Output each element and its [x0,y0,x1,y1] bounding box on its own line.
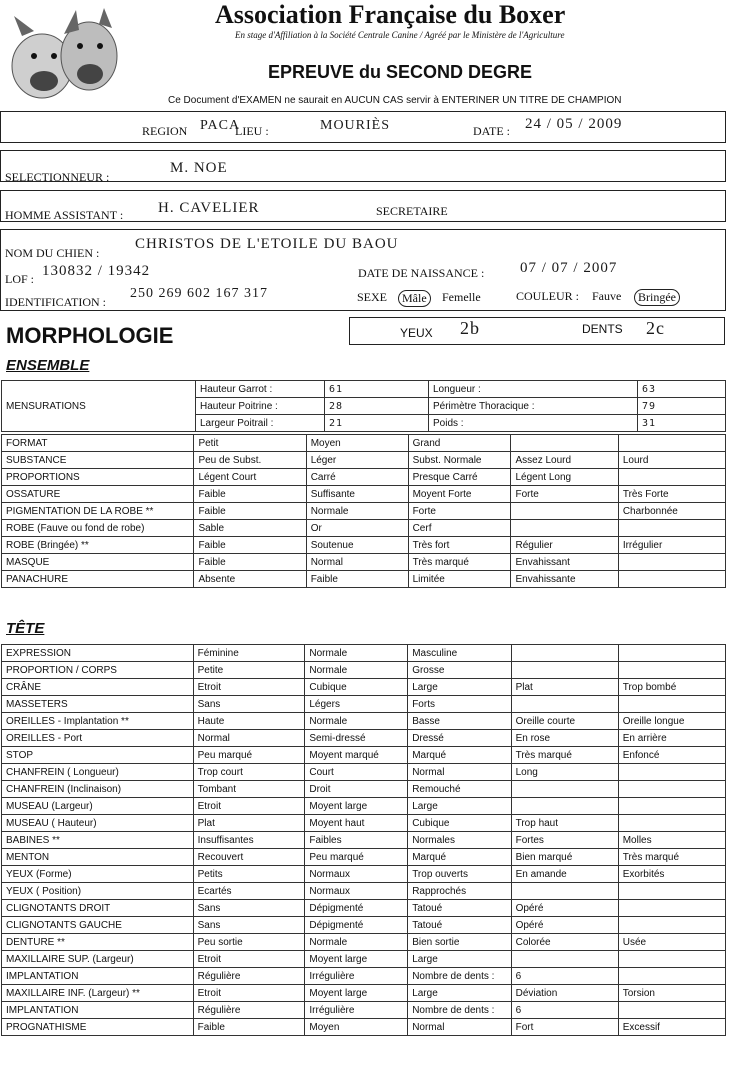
option-cell[interactable] [511,435,618,452]
table-row [2,713,726,730]
largeur-poitrail-label: Largeur Poitrail : [196,415,325,432]
table-row [2,679,726,696]
exam-note: Ce Document d'EXAMEN ne saurait en AUCUN CAS servir à ENTERINER UN TITRE DE CHAMPION [168,95,622,106]
option-cell[interactable]: Haute [193,713,305,730]
option-cell[interactable]: En rose [511,730,618,747]
assistant-label: HOMME ASSISTANT : [5,208,124,222]
option-cell[interactable]: Légent Long [511,469,618,486]
table-row [2,985,726,1002]
option-cell[interactable]: Très Forte [618,486,725,503]
criterion-label: PROGNATHISME [2,1019,194,1036]
tete-title: TÊTE [6,620,45,637]
criterion-label: MAXILLAIRE SUP. (Largeur) [2,951,194,968]
option-cell[interactable]: Marqué [408,747,511,764]
association-title: Association Française du Boxer [215,0,566,29]
option-cell[interactable]: Moyent marqué [305,747,408,764]
option-cell[interactable]: Sans [193,917,305,934]
table-row [2,645,726,662]
option-cell[interactable] [618,951,725,968]
region-value[interactable]: PACA [200,118,241,133]
option-cell[interactable]: Envahissant [511,554,618,571]
criterion-label: YEUX (Forme) [2,866,194,883]
option-cell[interactable]: Légent Court [194,469,306,486]
option-cell[interactable] [618,696,725,713]
option-cell[interactable]: Normale [305,662,408,679]
option-cell[interactable]: Carré [306,469,408,486]
option-cell[interactable]: Basse [408,713,511,730]
option-cell[interactable]: Tatoué [408,900,511,917]
option-cell[interactable] [511,696,618,713]
criterion-label: PROPORTION / CORPS [2,662,194,679]
table-row [2,452,726,469]
sexe-femelle-option[interactable]: Femelle [442,290,481,304]
option-cell[interactable] [511,781,618,798]
option-cell[interactable]: Féminine [193,645,305,662]
option-cell[interactable]: Plat [193,815,305,832]
lieu-label: LIEU : [235,124,269,138]
option-cell[interactable]: Normales [408,832,511,849]
option-cell[interactable]: Or [306,520,408,537]
region-label: REGION [142,124,188,138]
criterion-label: EXPRESSION [2,645,194,662]
option-cell[interactable] [511,503,618,520]
option-cell[interactable]: Charbonnée [618,503,725,520]
table-row [2,554,726,571]
option-cell[interactable]: Insuffisantes [193,832,305,849]
option-cell[interactable]: Exorbités [618,866,725,883]
option-cell[interactable]: Trop ouverts [408,866,511,883]
option-cell[interactable]: Irrégulière [305,968,408,985]
table-row [2,662,726,679]
option-cell[interactable]: Large [408,985,511,1002]
option-cell[interactable]: Nombre de dents : [408,968,511,985]
option-cell[interactable]: Enfoncé [618,747,725,764]
option-cell[interactable]: Faible [194,554,306,571]
option-cell[interactable]: Normal [193,730,305,747]
dents-value[interactable]: 2c [646,318,665,338]
criterion-label: OREILLES - Implantation ** [2,713,194,730]
mensurations-label: MENSURATIONS [2,381,196,432]
boxer-logo-icon [4,6,129,106]
option-cell[interactable] [618,662,725,679]
option-cell[interactable]: Plat [511,679,618,696]
option-cell[interactable] [618,798,725,815]
option-cell[interactable]: Usée [618,934,725,951]
table-row [2,520,726,537]
birthdate-label: DATE DE NAISSANCE : [358,266,485,280]
option-cell[interactable]: Marqué [408,849,511,866]
criterion-label: PIGMENTATION DE LA ROBE ** [2,503,194,520]
option-cell[interactable]: Tatoué [408,917,511,934]
option-cell[interactable]: Très marqué [408,554,511,571]
option-cell[interactable]: Molles [618,832,725,849]
yeux-value[interactable]: 2b [460,318,480,338]
option-cell[interactable]: Moyent large [305,951,408,968]
option-cell[interactable]: Absente [194,571,306,588]
table-row [2,849,726,866]
option-cell[interactable]: Faible [306,571,408,588]
option-cell[interactable]: Faible [193,1019,305,1036]
option-cell[interactable]: Assez Lourd [511,452,618,469]
option-cell[interactable] [511,520,618,537]
option-cell[interactable] [618,1002,725,1019]
option-cell[interactable]: Etroit [193,798,305,815]
option-cell[interactable]: Large [408,679,511,696]
option-cell[interactable]: Normale [305,934,408,951]
option-cell[interactable]: Cubique [408,815,511,832]
option-cell[interactable]: Normal [408,764,511,781]
criterion-label: IMPLANTATION [2,968,194,985]
secretaire-label: SECRETAIRE [376,204,448,218]
option-cell[interactable] [511,798,618,815]
association-subtitle: En stage d'Affiliation à la Société Centrale Canine / Agréé par le Ministère de l'Agriculture [235,30,565,40]
option-cell[interactable] [511,645,618,662]
table-row [2,815,726,832]
option-cell[interactable] [618,968,725,985]
dog-name-value[interactable]: CHRISTOS DE L'ETOILE DU BAOU [135,236,399,252]
option-cell[interactable]: Etroit [193,985,305,1002]
table-row [2,469,726,486]
criterion-label: STOP [2,747,194,764]
table-row [2,866,726,883]
option-cell[interactable] [511,883,618,900]
table-row [2,968,726,985]
option-cell[interactable]: Forts [408,696,511,713]
option-cell[interactable]: Normal [306,554,408,571]
criterion-label: PANACHURE [2,571,194,588]
option-cell[interactable]: 6 [511,968,618,985]
ensemble-table [1,434,726,588]
option-cell[interactable]: Régulière [193,968,305,985]
table-row [2,798,726,815]
option-cell[interactable]: En amande [511,866,618,883]
option-cell[interactable]: Faible [194,537,306,554]
option-cell[interactable]: Moyent Forte [408,486,511,503]
option-cell[interactable]: Grand [408,435,511,452]
longueur-label: Longueur : [429,381,638,398]
option-cell[interactable]: Rapprochés [408,883,511,900]
option-cell[interactable]: Moyent haut [305,815,408,832]
option-cell[interactable]: Remouché [408,781,511,798]
option-cell[interactable]: Large [408,798,511,815]
option-cell[interactable]: Irrégulière [305,1002,408,1019]
option-cell[interactable]: Normale [306,503,408,520]
criterion-label: MENTON [2,849,194,866]
option-cell[interactable]: Déviation [511,985,618,1002]
hauteur-poitrine-label: Hauteur Poitrine : [196,398,325,415]
option-cell[interactable]: Légers [305,696,408,713]
option-cell[interactable]: Trop court [193,764,305,781]
option-cell[interactable]: Régulière [193,1002,305,1019]
table-row [2,883,726,900]
option-cell[interactable]: Oreille longue [618,713,725,730]
option-cell[interactable]: Faible [194,503,306,520]
table-row [2,435,726,452]
option-cell[interactable]: Semi-dressé [305,730,408,747]
option-cell[interactable]: Petite [193,662,305,679]
option-cell[interactable]: Forte [408,503,511,520]
option-cell[interactable]: Torsion [618,985,725,1002]
criterion-label: MUSEAU ( Hauteur) [2,815,194,832]
birthdate-value[interactable]: 07 / 07 / 2007 [520,260,618,276]
largeur-poitrail-value[interactable]: 21 [325,415,429,432]
option-cell[interactable]: En arrière [618,730,725,747]
couleur-bringee-option[interactable]: Bringée [634,289,680,306]
option-cell[interactable]: Droit [305,781,408,798]
option-cell[interactable]: Très marqué [618,849,725,866]
sexe-male-option[interactable]: Mâle [398,290,431,307]
table-row [2,503,726,520]
option-cell[interactable]: Peu de Subst. [194,452,306,469]
option-cell[interactable]: Fortes [511,832,618,849]
option-cell[interactable]: Dépigmenté [305,900,408,917]
option-cell[interactable]: Régulier [511,537,618,554]
table-row [2,900,726,917]
option-cell[interactable]: Etroit [193,951,305,968]
criterion-label: PROPORTIONS [2,469,194,486]
option-cell[interactable] [618,883,725,900]
table-row [2,951,726,968]
option-cell[interactable]: Petits [193,866,305,883]
option-cell[interactable]: Soutenue [306,537,408,554]
criterion-label: CLIGNOTANTS DROIT [2,900,194,917]
table-row [2,934,726,951]
option-cell[interactable]: Oreille courte [511,713,618,730]
table-row [2,571,726,588]
option-cell[interactable] [618,815,725,832]
option-cell[interactable] [618,554,725,571]
option-cell[interactable]: Normal [408,1019,511,1036]
option-cell[interactable]: Dépigmenté [305,917,408,934]
criterion-label: MASQUE [2,554,194,571]
option-cell[interactable]: Tombant [193,781,305,798]
criterion-label: YEUX ( Position) [2,883,194,900]
option-cell[interactable]: Dressé [408,730,511,747]
option-cell[interactable]: Trop haut [511,815,618,832]
option-cell[interactable]: Presque Carré [408,469,511,486]
criterion-label: MASSETERS [2,696,194,713]
table-row [2,747,726,764]
option-cell[interactable]: 6 [511,1002,618,1019]
criterion-label: ROBE (Fauve ou fond de robe) [2,520,194,537]
option-cell[interactable]: Court [305,764,408,781]
table-row [2,537,726,554]
option-cell[interactable]: Bien sortie [408,934,511,951]
option-cell[interactable]: Faibles [305,832,408,849]
option-cell[interactable]: Ecartés [193,883,305,900]
selectionneur-value[interactable]: M. NOE [170,160,228,176]
criterion-label: CLIGNOTANTS GAUCHE [2,917,194,934]
option-cell[interactable]: Masculine [408,645,511,662]
option-cell[interactable]: Normaux [305,866,408,883]
option-cell[interactable]: Limitée [408,571,511,588]
criterion-label: OREILLES - Port [2,730,194,747]
table-row [2,917,726,934]
option-cell[interactable]: Envahissante [511,571,618,588]
option-cell[interactable]: Recouvert [193,849,305,866]
table-row [2,696,726,713]
option-cell[interactable]: Moyent large [305,985,408,1002]
lieu-value[interactable]: MOURIÈS [320,118,391,133]
option-cell[interactable] [511,662,618,679]
table-row [2,764,726,781]
option-cell[interactable]: Sable [194,520,306,537]
lof-label: LOF : [5,272,35,286]
criterion-label: CHANFREIN ( Longueur) [2,764,194,781]
option-cell[interactable]: Moyen [305,1019,408,1036]
option-cell[interactable]: Normale [305,645,408,662]
exam-title: EPREUVE du SECOND DEGRE [268,62,533,82]
option-cell[interactable] [618,520,725,537]
criterion-label: OSSATURE [2,486,194,503]
option-cell[interactable]: Cerf [408,520,511,537]
criterion-label: BABINES ** [2,832,194,849]
option-cell[interactable]: Sans [193,696,305,713]
hauteur-garrot-value[interactable]: 61 [325,381,429,398]
option-cell[interactable]: Normaux [305,883,408,900]
option-cell[interactable]: Opéré [511,917,618,934]
option-cell[interactable] [618,781,725,798]
table-row [2,1002,726,1019]
perimetre-label: Périmètre Thoracique : [429,398,638,415]
option-cell[interactable]: Petit [194,435,306,452]
option-cell[interactable]: Colorée [511,934,618,951]
table-row [2,1019,726,1036]
mensurations-table [1,380,726,432]
identification-value[interactable]: 250 269 602 167 317 [130,286,268,301]
option-cell[interactable]: Trop bombé [618,679,725,696]
option-cell[interactable] [618,764,725,781]
option-cell[interactable]: Peu marqué [193,747,305,764]
option-cell[interactable]: Très marqué [511,747,618,764]
morphologie-title: MORPHOLOGIE [6,323,174,348]
dents-label: DENTS [582,322,623,336]
option-cell[interactable]: Bien marqué [511,849,618,866]
option-cell[interactable] [618,645,725,662]
option-cell[interactable]: Fort [511,1019,618,1036]
criterion-label: CHANFREIN (Inclinaison) [2,781,194,798]
option-cell[interactable] [618,900,725,917]
table-row [2,486,726,503]
poids-label: Poids : [429,415,638,432]
option-cell[interactable]: Moyen [306,435,408,452]
option-cell[interactable]: Sans [193,900,305,917]
table-row [2,781,726,798]
option-cell[interactable]: Normale [305,713,408,730]
option-cell[interactable]: Long [511,764,618,781]
option-cell[interactable]: Large [408,951,511,968]
criterion-label: MAXILLAIRE INF. (Largeur) ** [2,985,194,1002]
poids-value[interactable]: 31 [638,415,726,432]
table-row [2,832,726,849]
criterion-label: FORMAT [2,435,194,452]
sexe-label: SEXE [357,290,387,304]
option-cell[interactable]: Excessif [618,1019,725,1036]
option-cell[interactable]: Irrégulier [618,537,725,554]
criterion-label: SUBSTANCE [2,452,194,469]
criterion-label: CRÂNE [2,679,194,696]
option-cell[interactable]: Peu marqué [305,849,408,866]
criterion-label: MUSEAU (Largeur) [2,798,194,815]
dog-name-label: NOM DU CHIEN : [5,246,100,260]
lof-value[interactable]: 130832 / 19342 [42,263,151,279]
identification-label: IDENTIFICATION : [5,295,106,309]
option-cell[interactable]: Très fort [408,537,511,554]
option-cell[interactable]: Subst. Normale [408,452,511,469]
criterion-label: IMPLANTATION [2,1002,194,1019]
option-cell[interactable]: Forte [511,486,618,503]
criterion-label: DENTURE ** [2,934,194,951]
option-cell[interactable]: Cubique [305,679,408,696]
option-cell[interactable] [618,917,725,934]
assistant-value[interactable]: H. CAVELIER [158,200,260,216]
yeux-label: YEUX [400,326,433,340]
date-label: DATE : [473,124,510,138]
table-row [2,730,726,747]
option-cell[interactable]: Etroit [193,679,305,696]
option-cell[interactable]: Opéré [511,900,618,917]
option-cell[interactable]: Lourd [618,452,725,469]
date-value[interactable]: 24 / 05 / 2009 [525,116,623,132]
perimetre-value[interactable]: 79 [638,398,726,415]
longueur-value[interactable]: 63 [638,381,726,398]
option-cell[interactable] [618,435,725,452]
option-cell[interactable] [511,951,618,968]
option-cell[interactable]: Léger [306,452,408,469]
hauteur-garrot-label: Hauteur Garrot : [196,381,325,398]
option-cell[interactable]: Grosse [408,662,511,679]
selectionneur-label: SELECTIONNEUR : [5,170,110,184]
couleur-fauve-option[interactable]: Fauve [592,289,622,303]
option-cell[interactable]: Faible [194,486,306,503]
tete-table [1,644,726,1036]
option-cell[interactable]: Peu sortie [193,934,305,951]
criterion-label: ROBE (Bringée) ** [2,537,194,554]
option-cell[interactable]: Suffisante [306,486,408,503]
option-cell[interactable] [618,469,725,486]
option-cell[interactable] [618,571,725,588]
option-cell[interactable]: Moyent large [305,798,408,815]
hauteur-poitrine-value[interactable]: 28 [325,398,429,415]
ensemble-title: ENSEMBLE [6,357,90,374]
option-cell[interactable]: Nombre de dents : [408,1002,511,1019]
couleur-label: COULEUR : [516,289,579,303]
